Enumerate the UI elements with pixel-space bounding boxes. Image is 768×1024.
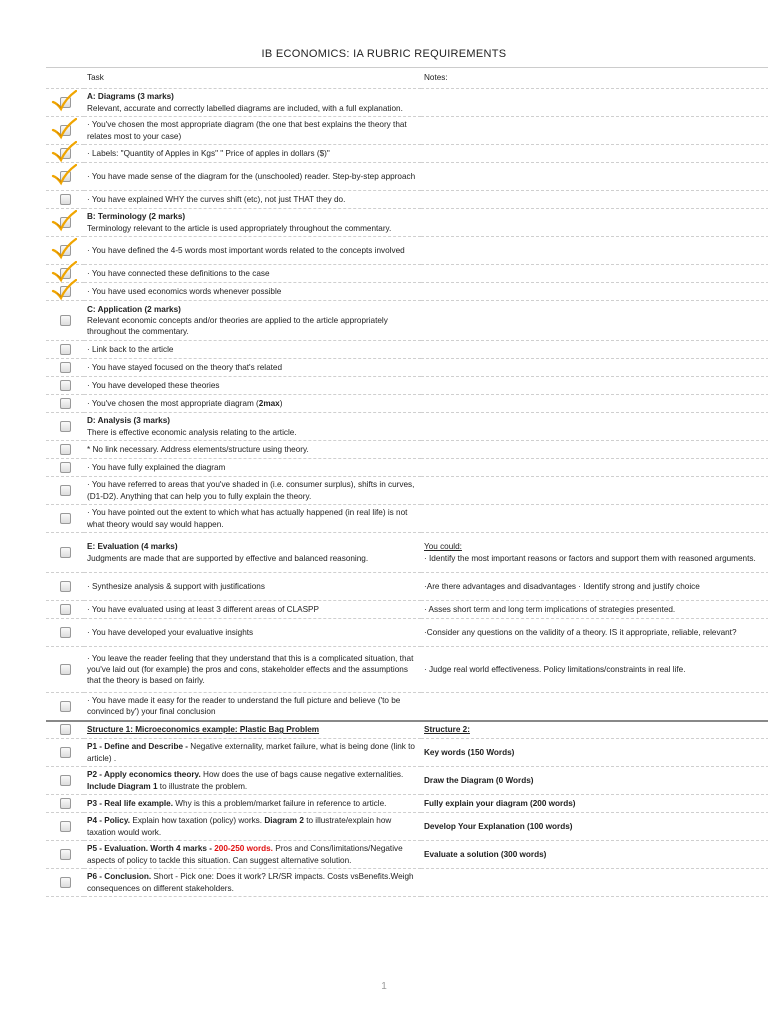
task-cell	[84, 341, 421, 359]
rubric-row	[46, 477, 768, 505]
rubric-row	[46, 505, 768, 533]
notes-cell	[421, 117, 768, 145]
checkbox-cell	[46, 739, 84, 767]
checkbox[interactable]	[60, 462, 71, 473]
checkbox[interactable]	[60, 421, 71, 432]
checkbox[interactable]	[60, 315, 71, 326]
structure-row	[46, 841, 768, 869]
structure-step-cell	[84, 721, 421, 739]
task-cell	[84, 459, 421, 477]
notes-cell	[421, 601, 768, 619]
rubric-row	[46, 533, 768, 573]
checkbox-cell	[46, 813, 84, 841]
checkbox-cell	[46, 619, 84, 647]
step-text: How does the use of bags cause negative externalities.	[200, 770, 404, 780]
notes-cell	[421, 441, 768, 459]
structure-2-cell	[421, 813, 768, 841]
step-text: Negative externality, market failure, what is being done (link to article) .	[87, 742, 415, 763]
step-text-end: to illustrate/explain how taxation would work.	[87, 816, 392, 837]
checkmark-icon	[51, 210, 77, 232]
checkbox[interactable]	[60, 604, 71, 615]
structure-step-cell	[84, 841, 421, 869]
checkbox[interactable]	[60, 398, 71, 409]
structure-step-cell	[84, 869, 421, 897]
task-text: · Synthesize analysis & support with justifications	[87, 581, 265, 591]
checkbox-cell	[46, 841, 84, 869]
structure-2-step: Key words (150 Words)	[424, 747, 515, 757]
structure-2-cell	[421, 721, 768, 739]
notes-cell	[421, 377, 768, 395]
task-cell	[84, 359, 421, 377]
checkmark-icon	[51, 279, 77, 301]
task-cell	[84, 265, 421, 283]
checkbox[interactable]	[60, 627, 71, 638]
checkbox[interactable]	[60, 821, 71, 832]
task-cell	[84, 413, 421, 441]
rubric-row	[46, 395, 768, 413]
notes-cell	[421, 619, 768, 647]
rubric-row	[46, 647, 768, 693]
notes-cell	[421, 459, 768, 477]
task-emphasis: 2max	[258, 398, 280, 408]
checkbox[interactable]	[60, 444, 71, 455]
checkbox-cell	[46, 191, 84, 209]
notes-cell	[421, 341, 768, 359]
checkbox-cell	[46, 573, 84, 601]
checkbox-cell	[46, 601, 84, 619]
task-cell	[84, 301, 421, 341]
checkbox[interactable]	[60, 701, 71, 712]
structure-row	[46, 767, 768, 795]
notes-cell	[421, 533, 768, 573]
notes-cell	[421, 573, 768, 601]
checkbox-cell	[46, 767, 84, 795]
checkbox-cell	[46, 301, 84, 341]
rubric-row	[46, 619, 768, 647]
notes-cell	[421, 505, 768, 533]
step-label: P4 - Policy.	[87, 816, 131, 826]
page-title: IB ECONOMICS: IA RUBRIC REQUIREMENTS	[261, 48, 507, 60]
task-cell	[84, 395, 421, 413]
checkbox-cell	[46, 477, 84, 505]
step-label: P1 - Define and Describe -	[87, 742, 191, 752]
section-description: Relevant, accurate and correctly labelled diagrams are included, with a full explanation.	[87, 103, 403, 113]
checkbox-cell	[46, 413, 84, 441]
structure-row	[46, 795, 768, 813]
task-cell	[84, 601, 421, 619]
notes-cell	[421, 89, 768, 117]
rubric-row	[46, 163, 768, 191]
task-cell	[84, 477, 421, 505]
task-text: · You have referred to areas that you've shaded in (i.e. consumer surplus), shifts in curves, (D1-D2). Anything that can help you to fully explain the theory.	[87, 480, 415, 501]
section-description: Terminology relevant to the article is used appropriately throughout the commentary.	[87, 223, 392, 233]
checkbox-cell	[46, 459, 84, 477]
structure-heading: Structure 1: Microeconomics example: Plastic Bag Problem	[87, 725, 320, 735]
notes-cell	[421, 265, 768, 283]
checkbox[interactable]	[60, 581, 71, 592]
structure-step-cell	[84, 739, 421, 767]
checkbox[interactable]	[60, 344, 71, 355]
checkbox-cell	[46, 283, 84, 301]
notes-cell	[421, 359, 768, 377]
section-title: C: Application (2 marks)	[87, 304, 181, 314]
notes-cell	[421, 413, 768, 441]
task-cell	[84, 117, 421, 145]
structure-2-cell	[421, 767, 768, 795]
checkbox-cell	[46, 441, 84, 459]
task-text: · You have made sense of the diagram for the (unschooled) reader. Step-by-step approach	[87, 171, 416, 181]
notes-text: · Asses short term and long term implications of strategies presented.	[424, 604, 676, 614]
task-text-end: )	[279, 398, 283, 408]
checkbox[interactable]	[60, 798, 71, 809]
checkmark-icon	[51, 118, 77, 140]
checkbox-cell	[46, 869, 84, 897]
checkbox[interactable]	[60, 849, 71, 860]
task-text: · You have developed these theories	[87, 380, 220, 390]
checkbox-cell	[46, 721, 84, 739]
task-cell	[84, 533, 421, 573]
rubric-row	[46, 601, 768, 619]
checkbox-cell	[46, 145, 84, 163]
rubric-row	[46, 693, 768, 721]
task-text: · You have developed your evaluative insights	[87, 627, 254, 637]
step-emphasis: Include Diagram 1	[87, 781, 158, 791]
rubric-row	[46, 237, 768, 265]
checkbox[interactable]	[60, 194, 71, 205]
rubric-row	[46, 265, 768, 283]
structure-step-cell	[84, 767, 421, 795]
task-cell	[84, 145, 421, 163]
notes-cell	[421, 191, 768, 209]
structure-2-cell	[421, 841, 768, 869]
checkbox[interactable]	[60, 877, 71, 888]
task-cell	[84, 237, 421, 265]
rubric-row	[46, 441, 768, 459]
checkbox-cell	[46, 209, 84, 237]
checkbox-cell	[46, 647, 84, 693]
step-text: Short - Pick one: Does it work? LR/SR impacts. Costs vsBenefits.Weigh consequences on different stakeholders.	[87, 872, 414, 893]
task-cell	[84, 441, 421, 459]
notes-cell	[421, 395, 768, 413]
rubric-row	[46, 145, 768, 163]
checkbox-cell	[46, 533, 84, 573]
notes-cell	[421, 477, 768, 505]
checkbox[interactable]	[60, 547, 71, 558]
structure-row	[46, 869, 768, 897]
checkbox[interactable]	[60, 513, 71, 524]
structure-row	[46, 721, 768, 739]
rubric-row	[46, 359, 768, 377]
section-description: There is effective economic analysis relating to the article.	[87, 427, 297, 437]
notes-text: · Identify the most important reasons or factors and support them with reasoned arguments.	[424, 553, 756, 563]
rubric-row	[46, 573, 768, 601]
checkbox-cell	[46, 341, 84, 359]
rubric-row	[46, 283, 768, 301]
word-count-highlight: 200-250 words.	[214, 844, 273, 854]
structure-2-cell	[421, 795, 768, 813]
notes-cell	[421, 647, 768, 693]
structure-2-step: Draw the Diagram (0 Words)	[424, 775, 534, 785]
notes-cell	[421, 283, 768, 301]
notes-cell	[421, 693, 768, 721]
task-text: · You have pointed out the extent to which what has actually happened (in real life) is not what theory would say would happen.	[87, 508, 408, 529]
step-text: Explain how taxation (policy) works.	[130, 816, 265, 826]
structure-row	[46, 739, 768, 767]
task-text: · You have evaluated using at least 3 different areas of CLASPP	[87, 604, 319, 614]
structure-heading: Structure 2:	[424, 725, 470, 735]
checkmark-icon	[51, 238, 77, 260]
task-cell	[84, 647, 421, 693]
rubric-row	[46, 301, 768, 341]
header-notes: Notes:	[421, 68, 768, 89]
task-text: · You have defined the 4-5 words most important words related to the concepts involved	[87, 245, 405, 255]
section-title: A: Diagrams (3 marks)	[87, 92, 174, 102]
checkbox[interactable]	[60, 747, 71, 758]
notes-cell	[421, 237, 768, 265]
checkbox-cell	[46, 377, 84, 395]
rubric-table	[46, 67, 768, 897]
task-text: · You have used economics words whenever possible	[87, 286, 282, 296]
checkbox[interactable]	[60, 362, 71, 373]
rubric-row	[46, 209, 768, 237]
task-cell	[84, 377, 421, 395]
checkmark-icon	[51, 164, 77, 186]
rubric-row	[46, 89, 768, 117]
task-text: · You have fully explained the diagram	[87, 462, 226, 472]
task-cell	[84, 693, 421, 721]
task-text: · Link back to the article	[87, 344, 174, 354]
checkmark-icon	[51, 90, 77, 112]
structure-2-step: Develop Your Explanation (100 words)	[424, 821, 573, 831]
checkbox-cell	[46, 795, 84, 813]
structure-2-cell	[421, 869, 768, 897]
rubric-row	[46, 459, 768, 477]
task-text: · You have explained WHY the curves shift (etc), not just THAT they do.	[87, 194, 346, 204]
checkbox[interactable]	[60, 380, 71, 391]
task-text: · You leave the reader feeling that they understand that this is a complicated situation, that you've laid out (for example) the pros and cons, stakeholder effects and the assumptions that the theory is based on fairly.	[87, 653, 414, 686]
notes-cell	[421, 209, 768, 237]
rubric-row	[46, 117, 768, 145]
notes-text: · Judge real world effectiveness. Policy limitations/constraints in real life.	[424, 664, 686, 674]
checkbox-cell	[46, 89, 84, 117]
step-label: P6 - Conclusion.	[87, 872, 152, 882]
checkbox[interactable]	[60, 664, 71, 675]
section-description: Judgments are made that are supported by effective and balanced reasoning.	[87, 553, 369, 563]
section-title: E: Evaluation (4 marks)	[87, 542, 178, 552]
task-text: · You have made it easy for the reader to understand the full picture and believe ('to be convinced by') your final conclusion	[87, 696, 401, 717]
task-cell	[84, 209, 421, 237]
structure-row	[46, 813, 768, 841]
structure-step-cell	[84, 813, 421, 841]
rubric-row	[46, 191, 768, 209]
checkbox-cell	[46, 505, 84, 533]
step-label: P5 - Evaluation. Worth 4 marks -	[87, 844, 215, 854]
rubric-row	[46, 413, 768, 441]
header-task: Task	[84, 68, 421, 89]
checkbox-cell	[46, 395, 84, 413]
task-text: · You've chosen the most appropriate diagram (the one that best explains the theory that relates most to your case)	[87, 120, 407, 141]
notes-cell	[421, 301, 768, 341]
notes-heading: You could:	[424, 542, 462, 552]
structure-2-step: Fully explain your diagram (200 words)	[424, 798, 576, 808]
rubric-row	[46, 377, 768, 395]
task-cell	[84, 191, 421, 209]
section-title: D: Analysis (3 marks)	[87, 416, 170, 426]
section-title: B: Terminology (2 marks)	[87, 212, 186, 222]
task-cell	[84, 89, 421, 117]
step-label: P2 - Apply economics theory.	[87, 770, 201, 780]
section-description: Relevant economic concepts and/or theories are applied to the article appropriately throughout the commentary.	[87, 315, 388, 337]
header-checkbox-cell	[46, 68, 84, 89]
notes-cell	[421, 145, 768, 163]
notes-text: ·Consider any questions on the validity of a theory. IS it appropriate, reliable, relevant?	[424, 627, 737, 637]
checkbox[interactable]	[60, 485, 71, 496]
task-text: · You have stayed focused on the theory that's related	[87, 362, 283, 372]
step-label: P3 - Real life example.	[87, 798, 174, 808]
task-text: · You have connected these definitions to the case	[87, 268, 270, 278]
task-cell	[84, 505, 421, 533]
task-cell	[84, 163, 421, 191]
checkmark-icon	[51, 141, 77, 163]
step-text: Pros and Cons/limitations/Negative aspects of policy to tackle this situation. Can suggest alternative solution.	[87, 844, 403, 865]
task-cell	[84, 283, 421, 301]
checkbox[interactable]	[60, 724, 71, 735]
structure-step-cell	[84, 795, 421, 813]
checkbox-cell	[46, 359, 84, 377]
structure-2-cell	[421, 739, 768, 767]
step-emphasis: Diagram 2	[264, 816, 304, 826]
structure-2-step: Evaluate a solution (300 words)	[424, 849, 547, 859]
task-text: · You've chosen the most appropriate diagram (	[87, 398, 259, 408]
checkbox-cell	[46, 163, 84, 191]
page-number: 1	[381, 981, 387, 992]
task-cell	[84, 619, 421, 647]
task-cell	[84, 573, 421, 601]
checkbox[interactable]	[60, 775, 71, 786]
task-text: · Labels: "Quantity of Apples in Kgs" " Price of apples in dollars ($)"	[87, 148, 330, 158]
checkbox-cell	[46, 693, 84, 721]
task-text: * No link necessary. Address elements/structure using theory.	[87, 444, 309, 454]
step-text: Why is this a problem/market failure in reference to article.	[173, 798, 387, 808]
notes-text: ·Are there advantages and disadvantages · Identify strong and justify choice	[424, 581, 700, 591]
step-text-end: to illustrate the problem.	[157, 781, 248, 791]
rubric-row	[46, 341, 768, 359]
notes-cell	[421, 163, 768, 191]
table-header-row	[46, 68, 768, 89]
